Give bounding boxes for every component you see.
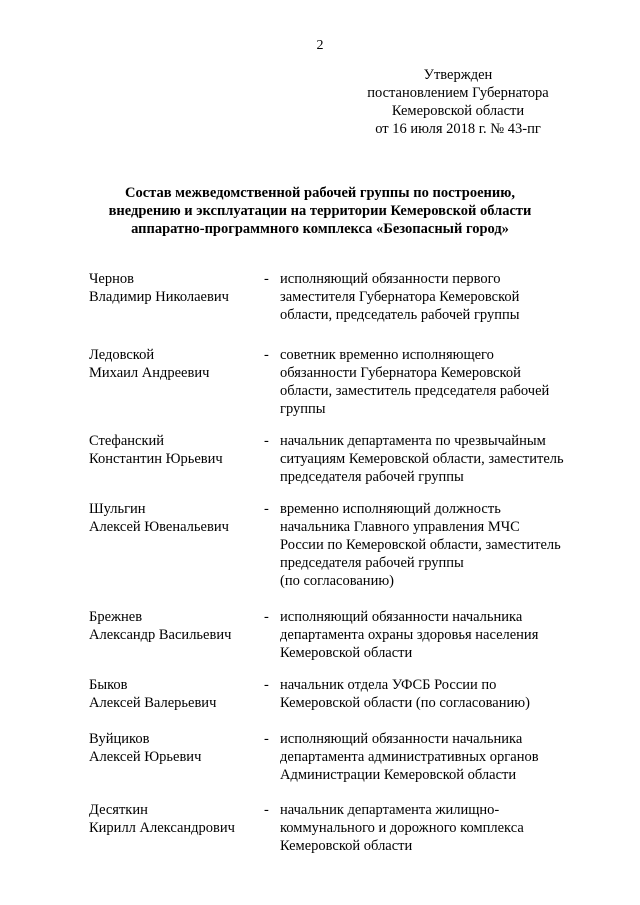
- role-line: Кемеровской области: [280, 645, 413, 661]
- member-surname: Вуйциков: [89, 731, 150, 747]
- member-surname: Чернов: [89, 271, 134, 287]
- title-line: Состав межведомственной рабочей группы по построению,: [125, 185, 515, 201]
- role-line: исполняющий обязанности начальника: [280, 609, 523, 625]
- member-name: [89, 432, 259, 468]
- member-role: [280, 346, 580, 418]
- member-entry: [89, 270, 589, 346]
- role-line: России по Кемеровской области, заместитель: [280, 537, 561, 553]
- member-entry: [89, 801, 589, 861]
- role-line: начальник департамента по чрезвычайным: [280, 433, 546, 449]
- member-name: [89, 346, 259, 382]
- member-name: [89, 676, 259, 712]
- member-entry: [89, 500, 589, 608]
- role-line: ситуациям Кемеровской области, заместитель: [280, 451, 564, 467]
- member-role: [280, 676, 580, 712]
- separator-dash: -: [264, 677, 269, 693]
- member-name: [89, 270, 259, 306]
- member-name: [89, 500, 259, 536]
- separator-dash: -: [264, 501, 269, 517]
- member-surname: Быков: [89, 677, 128, 693]
- role-line: исполняющий обязанности начальника: [280, 731, 523, 747]
- role-line: департамента административных органов: [280, 749, 539, 765]
- member-given-name: Константин Юрьевич: [89, 451, 223, 467]
- member-entry: [89, 676, 589, 730]
- approval-line: Утвержден: [423, 67, 493, 83]
- approval-line: постановлением Губернатора: [367, 85, 549, 101]
- member-role: [280, 608, 580, 662]
- member-surname: Шульгин: [89, 501, 146, 517]
- page-number: 2: [316, 38, 324, 53]
- member-given-name: Михаил Андреевич: [89, 365, 210, 381]
- approval-line: Кемеровской области: [391, 103, 525, 119]
- member-name: [89, 801, 259, 837]
- separator-dash: -: [264, 347, 269, 363]
- role-line: Кемеровской области: [280, 838, 413, 854]
- role-line: начальник департамента жилищно-: [280, 802, 500, 818]
- separator-dash: -: [264, 802, 269, 818]
- role-line: заместителя Губернатора Кемеровской: [280, 289, 520, 305]
- member-entry: [89, 346, 589, 432]
- member-list: [89, 270, 589, 861]
- role-line: области, председатель рабочей группы: [280, 307, 520, 323]
- separator-dash: -: [264, 609, 269, 625]
- role-line: департамента охраны здоровья населения: [280, 627, 539, 643]
- member-role: [280, 270, 580, 324]
- member-given-name: Алексей Ювенальевич: [89, 519, 229, 535]
- role-line: временно исполняющий должность: [280, 501, 501, 517]
- member-surname: Десяткин: [89, 802, 148, 818]
- role-line: Администрации Кемеровской области: [280, 767, 517, 783]
- member-given-name: Кирилл Александрович: [89, 820, 235, 836]
- role-line: исполняющий обязанности первого: [280, 271, 501, 287]
- role-line: начальник отдела УФСБ России по: [280, 677, 497, 693]
- role-line: области, заместитель председателя рабочей: [280, 383, 550, 399]
- title-line: внедрению и эксплуатации на территории Кемеровской области: [108, 203, 532, 219]
- role-line: (по согласованию): [280, 573, 394, 589]
- role-line: коммунального и дорожного комплекса: [280, 820, 524, 836]
- member-surname: Ледовской: [89, 347, 155, 363]
- member-entry: [89, 730, 589, 801]
- approval-line: от 16 июля 2018 г. № 43-пг: [375, 121, 541, 137]
- member-surname: Брежнев: [89, 609, 143, 625]
- member-given-name: Алексей Юрьевич: [89, 749, 202, 765]
- member-role: [280, 730, 580, 784]
- member-role: [280, 432, 580, 486]
- member-name: [89, 608, 259, 644]
- separator-dash: -: [264, 433, 269, 449]
- role-line: начальника Главного управления МЧС: [280, 519, 520, 535]
- role-line: группы: [280, 401, 326, 417]
- member-entry: [89, 608, 589, 676]
- separator-dash: -: [264, 731, 269, 747]
- member-role: [280, 500, 580, 590]
- member-given-name: Владимир Николаевич: [89, 289, 229, 305]
- role-line: председателя рабочей группы: [280, 469, 464, 485]
- member-surname: Стефанский: [89, 433, 165, 449]
- member-given-name: Алексей Валерьевич: [89, 695, 217, 711]
- member-given-name: Александр Васильевич: [89, 627, 232, 643]
- role-line: председателя рабочей группы: [280, 555, 464, 571]
- member-name: [89, 730, 259, 766]
- separator-dash: -: [264, 271, 269, 287]
- role-line: Кемеровской области (по согласованию): [280, 695, 530, 711]
- role-line: советник временно исполняющего: [280, 347, 494, 363]
- document-title: [60, 184, 580, 238]
- member-role: [280, 801, 580, 855]
- member-entry: [89, 432, 589, 500]
- title-line: аппаратно-программного комплекса «Безопасный город»: [131, 221, 509, 237]
- role-line: обязанности Губернатора Кемеровской: [280, 365, 521, 381]
- approval-stamp: [358, 66, 558, 138]
